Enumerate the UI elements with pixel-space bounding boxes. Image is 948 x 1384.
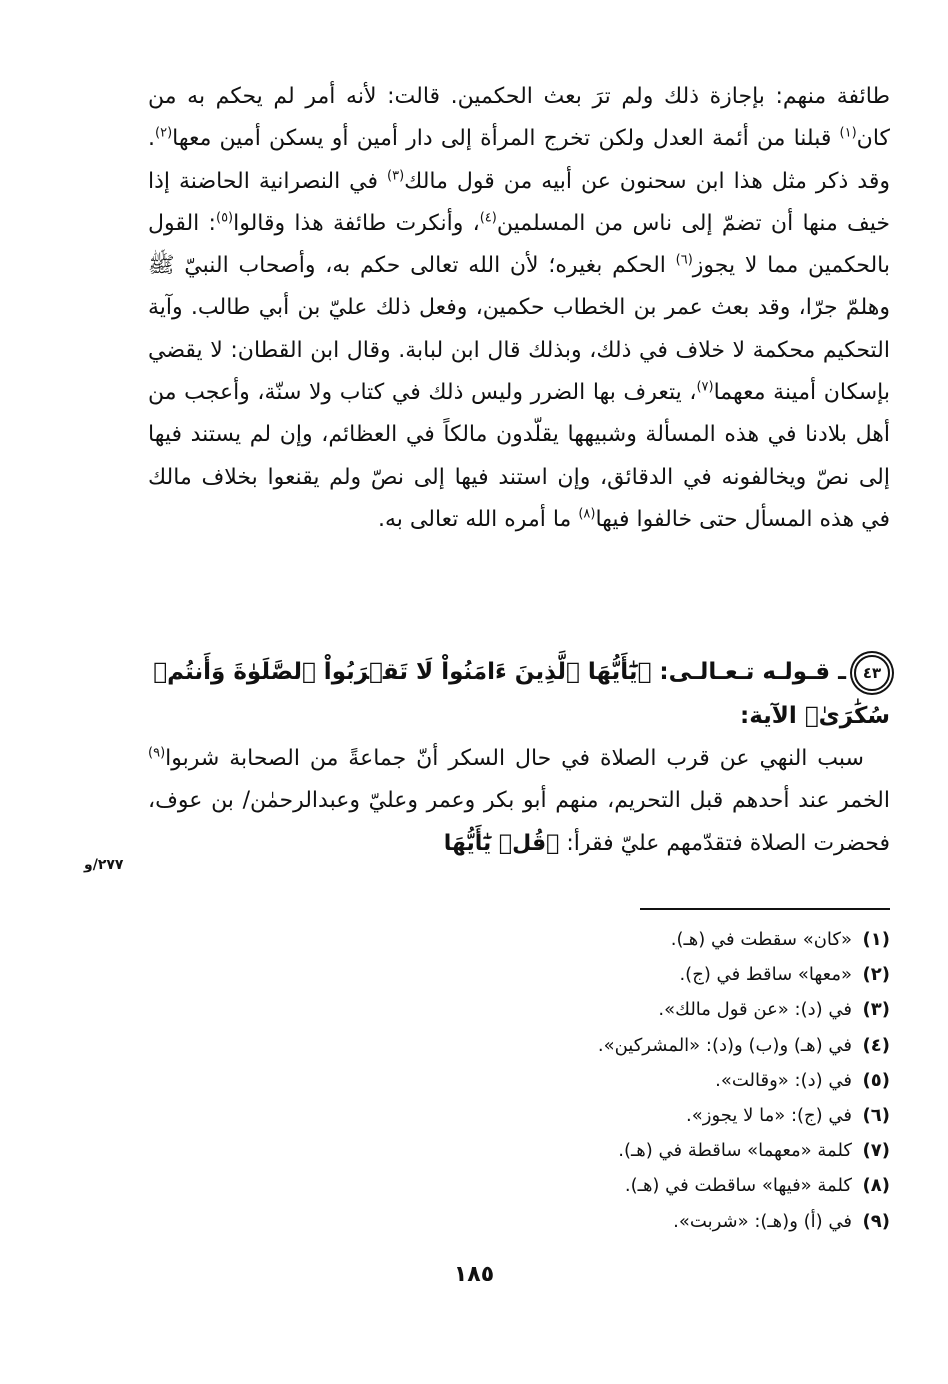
text-run: ، وأنكرت طائفة هذا وقالوا <box>233 210 480 236</box>
footnote-divider <box>640 908 890 910</box>
text-run: . وقد ذكر مثل هذا ابن سحنون عن أبيه من قول مالك <box>148 126 890 194</box>
manuscript-folio-note: ٢٧٧/و <box>84 857 124 873</box>
footnote-ref: (٤) <box>479 210 497 226</box>
text-run: طائفة منهم: بإجازة ذلك ولم ترَ بعث الحكمين. قالت: لأنه أمر لم يحكم به من كان <box>148 84 890 152</box>
footnote-ref: (٢) <box>155 125 173 141</box>
footnote-ref: (٧) <box>696 379 714 395</box>
footnote-text: في (د): «وقالت». <box>715 1069 852 1091</box>
footnote-text: في (هـ) و(ب) و(د): «المشركين». <box>597 1034 852 1056</box>
footnote-item <box>148 1098 890 1133</box>
footnote-item <box>148 992 890 1027</box>
footnote-number: (٤) <box>862 1034 890 1056</box>
verse-suffix: الآية: <box>740 703 805 729</box>
quran-quote: ﴿قُلۡ يَٰٓأَيُّهَا <box>443 830 560 856</box>
footnote-item <box>148 1168 890 1203</box>
paragraph-text <box>148 738 890 865</box>
verse-text: ﴿يَٰٓأَيُّهَا ٱلَّذِينَ ءَامَنُواْ لَا تَقۡرَبُواْ ٱلصَّلَوٰةَ وَأَنتُمۡ سُكَٰرَىٰ﴾ <box>153 659 890 729</box>
verse-number-badge: ٤٣ <box>854 655 890 691</box>
footnote-ref: (٩) <box>148 745 166 761</box>
footnote-number: (٣) <box>862 999 890 1021</box>
footnote-ref: (٨) <box>578 506 596 522</box>
footnote-number: (٢) <box>862 964 890 986</box>
footnote-ref: (٦) <box>675 252 693 268</box>
text-run: قبلنا من أئمة العدل ولكن تخرج المرأة إلى دار أمين أو يسكن أمين معها <box>172 126 840 152</box>
text-run: سبب النهي عن قرب الصلاة في حال السكر أنّ جماعةً من الصحابة شربوا <box>165 746 864 771</box>
text-run: الحكم بغيره؛ لأن الله تعالى حكم به، وأصحاب النبيّ ﷺ وهلمّ جرّا، وقد بعث عمر بن الخطاب حكمين، وفعل ذلك عليّ بن أبي طالب. وآية التحكيم محكمة لا خلاف في ذلك، وبذلك قال ابن لبابة. وقال ابن القطان: لا يقضي بإسكان أمينة معهما <box>148 253 890 406</box>
footnote-item <box>148 1204 890 1239</box>
text-run: في النصرانية الحاضنة إذا خيف منها أن تضمّ إلى ناس من المسلمين <box>148 168 891 236</box>
verse-intro: ـ قـولـه تـعـالـى: <box>651 659 846 685</box>
footnote-item <box>148 1028 890 1063</box>
footnote-text: في (أ) و(هـ): «شربت». <box>673 1210 852 1232</box>
text-run: ما أمره الله تعالى به. <box>378 506 579 532</box>
footnote-item <box>148 957 890 992</box>
footnote-number: (١) <box>862 929 890 950</box>
main-paragraph <box>148 76 890 541</box>
footnotes <box>148 922 890 1239</box>
footnote-ref: (٥) <box>215 210 234 226</box>
footnote-number: (٦) <box>862 1105 890 1127</box>
footnote-text: «كان» سقطت في (هـ). <box>670 929 852 950</box>
text-run: الخمر عند أحدهم قبل التحريم، منهم أبو بكر وعمر وعليّ وعبدالرحمٰن/ بن عوف، فحضرت الصلاة فتقدّمهم عليّ فقرأ: <box>148 788 890 856</box>
footnote-number: (٨) <box>862 1175 890 1197</box>
text-run: ، يتعرف بها الضرر وليس ذلك في كتاب ولا سنّة، وأعجب من أهل بلادنا في هذه المسألة وشبيهها يقلّدون مالكاً في العظائم، وإن لم يستند فيها إلى نصّ ويخالفونه في الدقائق، وإن استند فيها إلى نصّ ولم يقنعوا بخلاف مالك في هذه المسأل حتى خالفوا فيها <box>148 380 890 532</box>
commentary-paragraph <box>148 738 890 865</box>
footnote-item <box>148 1133 890 1168</box>
page-number: ١٨٥ <box>453 1262 495 1287</box>
footnote-item <box>148 1063 890 1098</box>
footnote-text: «معها» ساقط في (ج). <box>679 964 852 986</box>
footnote-text: في (ج): «ما لا يجوز». <box>686 1105 852 1127</box>
footnote-number: (٩) <box>862 1210 890 1232</box>
footnote-text: في (د): «عن قول مالك». <box>658 999 852 1021</box>
footnote-item <box>148 922 890 957</box>
text-run: : القول بالحكمين مما لا يجوز <box>148 210 891 279</box>
footnote-text: كلمة «فيها» ساقطت في (هـ). <box>624 1175 852 1197</box>
footnote-text: كلمة «معهما» ساقطة في (هـ). <box>618 1140 852 1162</box>
footnote-ref: (١) <box>839 125 857 141</box>
footnote-ref: (٣) <box>387 168 405 184</box>
verse-heading <box>148 650 890 738</box>
paragraph-text <box>148 76 890 541</box>
footnote-number: (٥) <box>862 1069 890 1091</box>
footnote-number: (٧) <box>862 1140 890 1162</box>
